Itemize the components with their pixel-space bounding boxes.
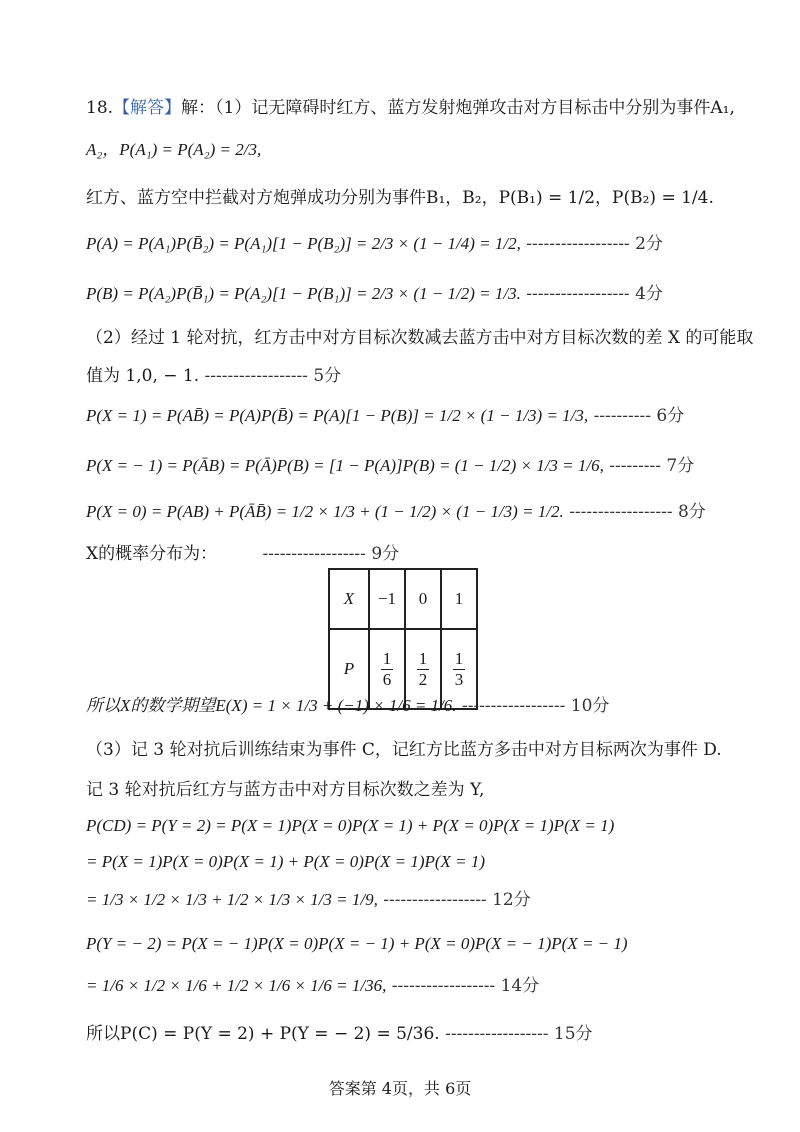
- line-13: （3）记 3 轮对抗后训练结束为事件 C，记红方比蓝方多击中对方目标两次为事件 D.: [86, 740, 722, 760]
- line-5: [86, 282, 663, 306]
- equation: = 1/6 × 1/2 × 1/6 + 1/2 × 1/6 × 1/6 = 1/36,: [86, 976, 387, 995]
- table-row-header: [329, 569, 477, 629]
- table-cell: P: [329, 629, 369, 709]
- score-marker: ------------------ 9分: [262, 544, 400, 564]
- line-2: A₂，P(A₁) = P(A₂) = 2/3,: [86, 140, 262, 159]
- probability-distribution-table: [328, 568, 478, 710]
- question-number: 18.: [86, 98, 114, 118]
- table-cell: 0: [405, 569, 441, 629]
- equation: P(X = − 1) = P(ĀB) = P(Ā)P(B) = [1 − P(A)]P(B) = (1 − 1/2) × 1/3 = 1/6,: [86, 456, 604, 475]
- table-cell: −1: [369, 569, 405, 629]
- line-10: [86, 500, 706, 524]
- line-12: [86, 694, 609, 718]
- score-marker: ------------------ 5分: [204, 366, 342, 386]
- line-17: [86, 888, 531, 912]
- score-marker: ---------- 6分: [593, 406, 685, 426]
- line-16: = P(X = 1)P(X = 0)P(X = 1) + P(X = 0)P(X = 1)P(X = 1): [86, 852, 486, 871]
- score-marker: ------------------ 15分: [445, 1024, 593, 1044]
- line-15: P(CD) = P(Y = 2) = P(X = 1)P(X = 0)P(X = 1) + P(X = 0)P(X = 1)P(X = 1): [86, 816, 615, 835]
- answer-heading: [86, 96, 735, 120]
- score-marker: ------------------ 8分: [569, 502, 706, 522]
- numerator: 1: [418, 648, 428, 668]
- fraction: [453, 649, 466, 690]
- line-text: X的概率分布为：: [86, 544, 218, 564]
- equation: 所以P(C) = P(Y = 2) + P(Y = − 2) = 5/36.: [86, 1024, 440, 1044]
- equation: P(X = 0) = P(AB) + P(ĀB̄) = 1/2 × 1/3 + (1 − 1/2) × (1 − 1/3) = 1/2.: [86, 502, 564, 521]
- line-text: 值为 1,0, − 1.: [86, 366, 200, 386]
- denominator: 3: [454, 669, 464, 689]
- score-marker: ------------------ 4分: [526, 284, 663, 304]
- line-6: （2）经过 1 轮对抗，红方击中对方目标次数减去蓝方击中对方目标次数的差 X 的可能取: [86, 328, 754, 348]
- equation: 所以X的数学期望E(X) = 1 × 1/3 + (−1) × 1/6 = 1/6.: [86, 696, 457, 715]
- answer-tag: 【解答】: [113, 98, 182, 118]
- line-text: 解：（1）记无障碍时红方、蓝方发射炮弹攻击对方目标击中分别为事件A₁,: [181, 98, 735, 118]
- table-cell: 1: [441, 569, 477, 629]
- denominator: 6: [382, 669, 392, 689]
- numerator: 1: [454, 648, 464, 668]
- line-19: [86, 974, 539, 998]
- score-marker: ------------------ 14分: [391, 976, 540, 996]
- line-8: [86, 404, 684, 428]
- equation: P(X = 1) = P(AB̄) = P(A)P(B̄) = P(A)[1 − P(B)] = 1/2 × (1 − 1/3) = 1/3,: [86, 406, 589, 425]
- equation: = 1/3 × 1/2 × 1/3 + 1/2 × 1/3 × 1/3 = 1/9,: [86, 890, 378, 909]
- line-3: 红方、蓝方空中拦截对方炮弹成功分别为事件B₁，B₂，P(B₁) = 1/2，P(B₂) = 1/4.: [86, 188, 714, 208]
- score-marker: ------------------ 10分: [461, 696, 610, 716]
- score-marker: ------------------ 12分: [383, 890, 531, 910]
- equation: P(B) = P(A₂)P(B̄₁) = P(A₂)[1 − P(B₁)] = 2/3 × (1 − 1/2) = 1/3.: [86, 284, 521, 303]
- table-cell: X: [329, 569, 369, 629]
- page-footer: 答案第 4页，共 6页: [328, 1079, 472, 1098]
- line-18: P(Y = − 2) = P(X = − 1)P(X = 0)P(X = − 1) + P(X = 0)P(X = − 1)P(X = − 1): [86, 934, 628, 953]
- fraction: [381, 649, 394, 690]
- denominator: 2: [418, 669, 428, 689]
- line-20: [86, 1022, 593, 1046]
- line-11: [86, 542, 399, 566]
- line-9: [86, 454, 694, 478]
- numerator: 1: [382, 648, 392, 668]
- equation: P(A) = P(A₁)P(B̄₂) = P(A₁)[1 − P(B₂)] = 2/3 × (1 − 1/4) = 1/2,: [86, 234, 521, 253]
- fraction: [417, 649, 430, 690]
- line-7: [86, 364, 341, 388]
- score-marker: ------------------ 2分: [526, 234, 663, 254]
- line-4: [86, 232, 663, 256]
- score-marker: --------- 7分: [609, 456, 695, 476]
- line-14: 记 3 轮对抗后红方与蓝方击中对方目标次数之差为 Y,: [86, 780, 485, 800]
